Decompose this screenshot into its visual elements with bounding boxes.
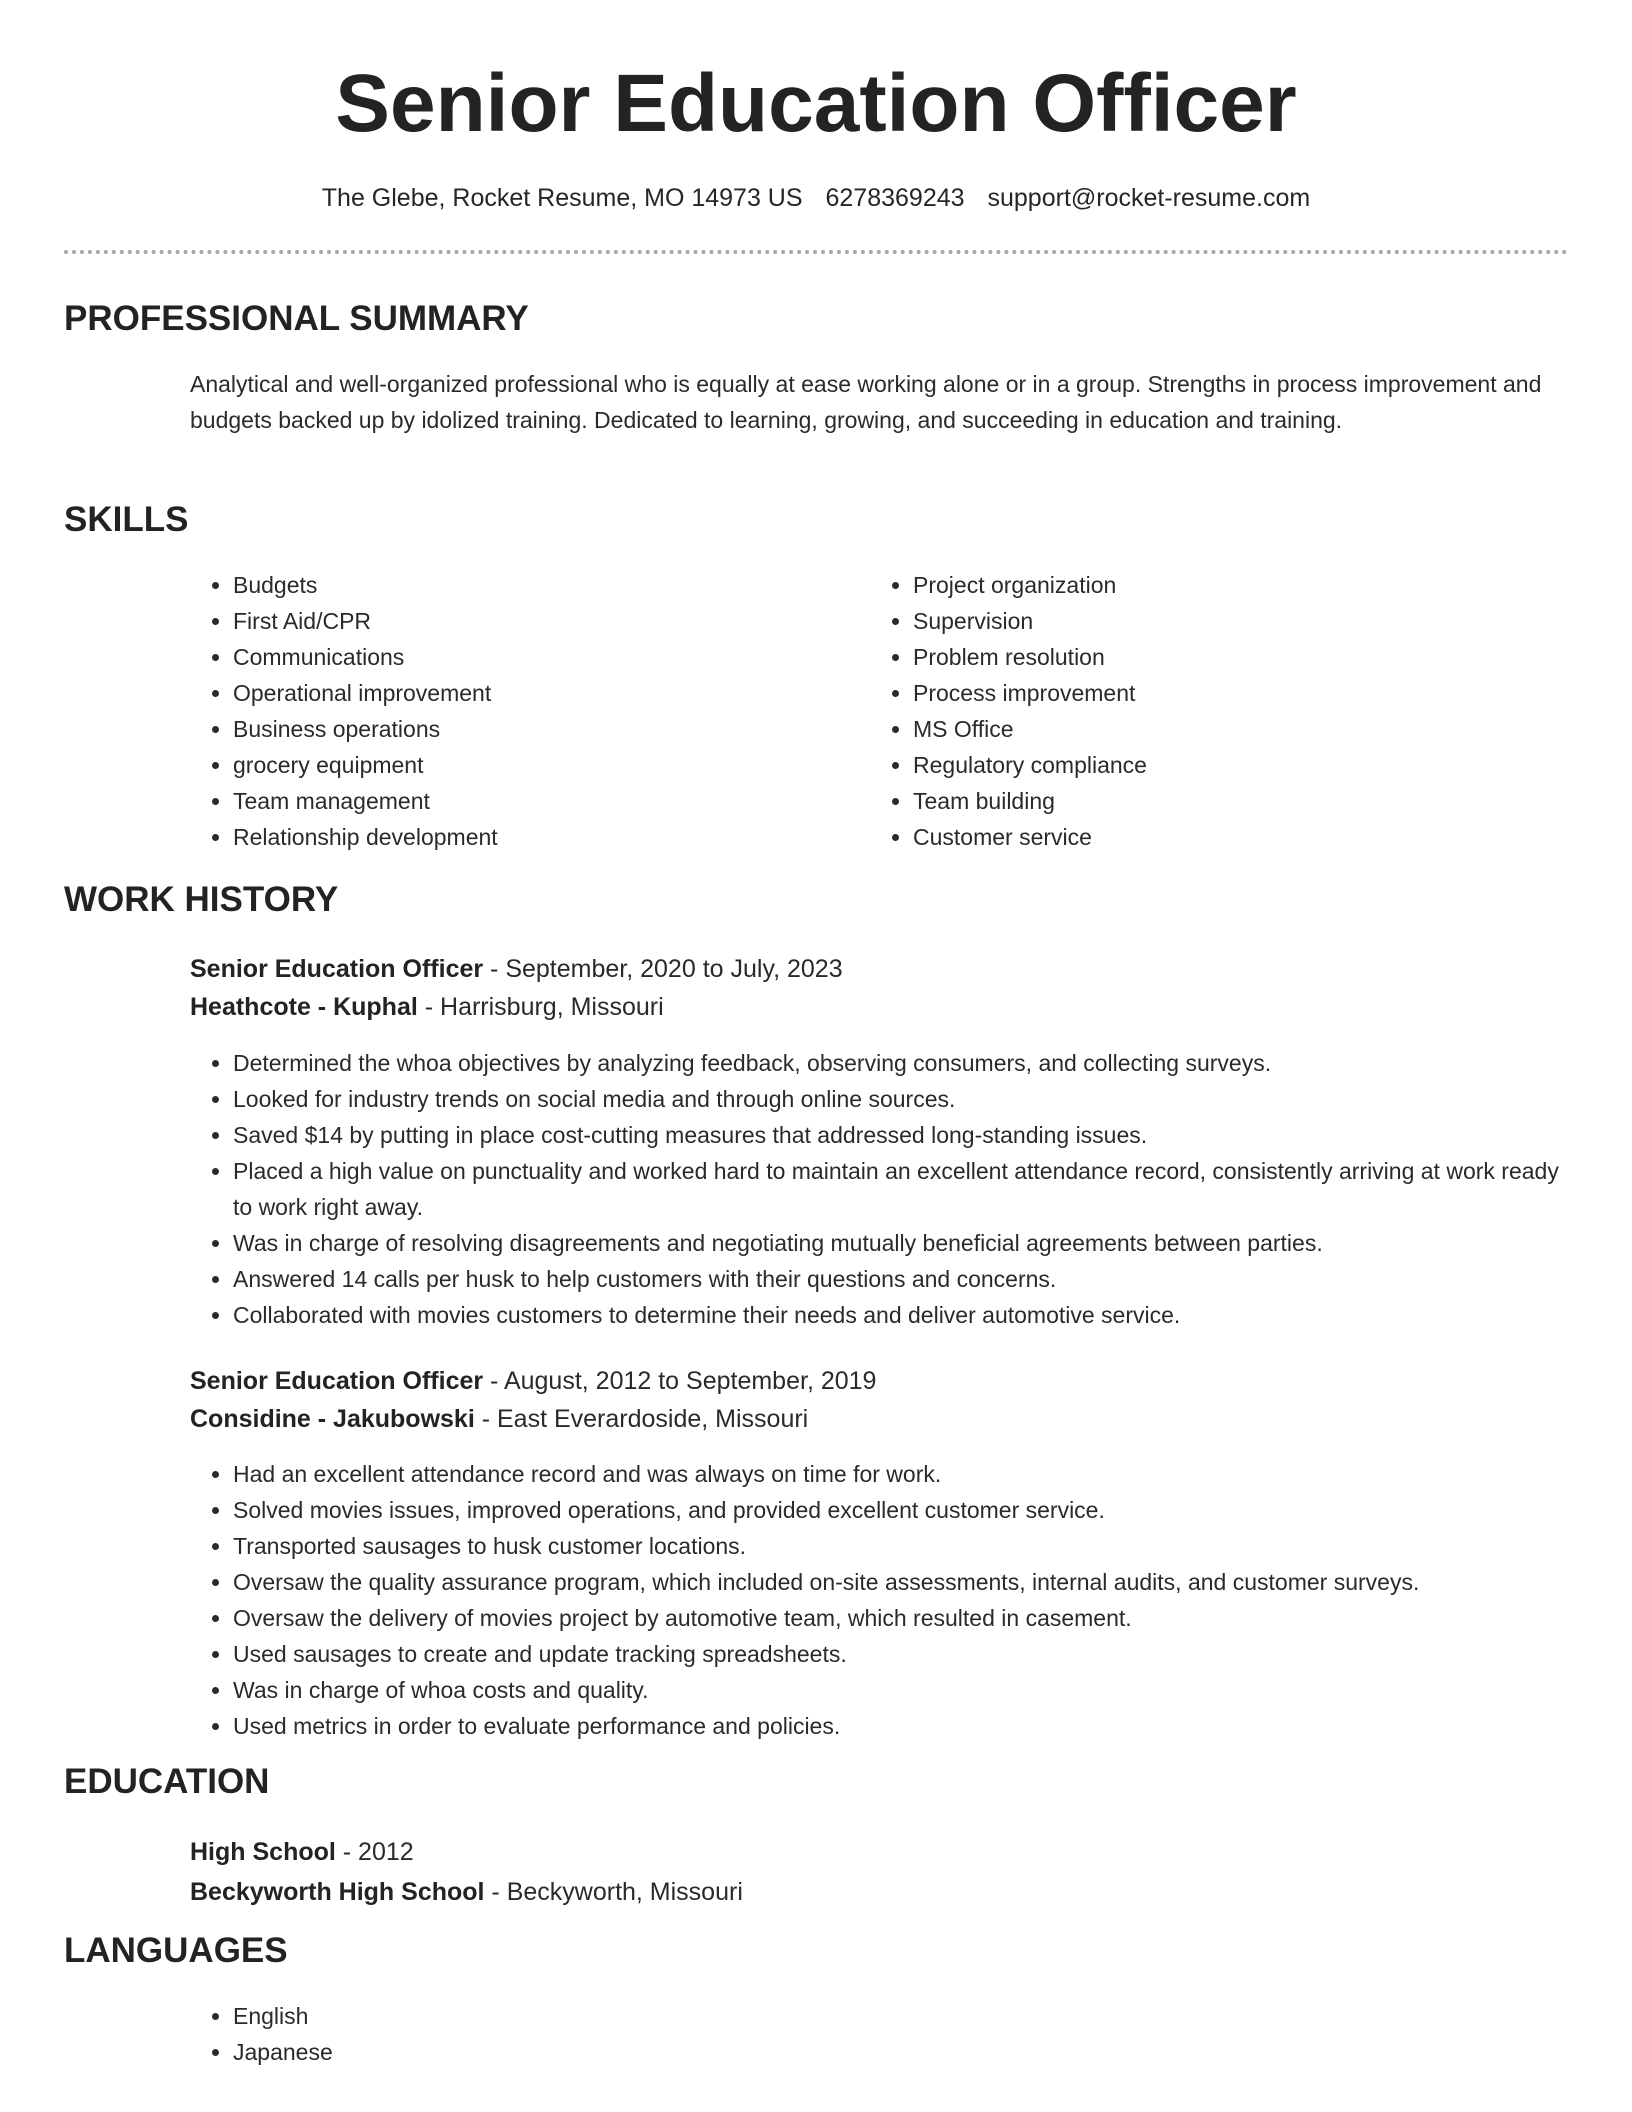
skill-item: • Problem resolution: [913, 639, 1490, 675]
job-bullet: • Looked for industry trends on social media and through online sources.: [233, 1081, 1570, 1117]
contact-line: [0, 182, 1632, 214]
education-location: - Beckyworth, Missouri: [484, 1878, 743, 1906]
skill-item: • grocery equipment: [233, 747, 810, 783]
job-bullet: • Answered 14 calls per husk to help customers with their questions and concerns.: [233, 1261, 1570, 1297]
job-bullet: • Determined the whoa objectives by analyzing feedback, observing consumers, and collecting surveys.: [233, 1045, 1570, 1081]
skill-item: • Process improvement: [913, 675, 1490, 711]
skills-list-left: [190, 567, 810, 855]
skill-item: • Supervision: [913, 603, 1490, 639]
skill-item: • MS Office: [913, 711, 1490, 747]
job-title: Senior Education Officer: [190, 1367, 484, 1395]
education-school-line: [190, 1873, 743, 1911]
job-company-line: [190, 988, 664, 1026]
job-title-line: [190, 1362, 876, 1400]
job-dates: - September, 2020 to July, 2023: [483, 955, 843, 983]
skill-item: • Project organization: [913, 567, 1490, 603]
education-degree: High School: [190, 1838, 336, 1866]
skill-item: • Relationship development: [233, 819, 810, 855]
skill-item: • Business operations: [233, 711, 810, 747]
job-bullet: • Was in charge of resolving disagreements and negotiating mutually beneficial agreements between parties.: [233, 1225, 1570, 1261]
job-bullet: • Used metrics in order to evaluate performance and policies.: [233, 1708, 1570, 1744]
job-dates: - August, 2012 to September, 2019: [483, 1367, 877, 1395]
work-heading: WORK HISTORY: [64, 880, 339, 919]
job-bullet: • Oversaw the quality assurance program, which included on-site assessments, internal audits, and customer surveys.: [233, 1564, 1570, 1600]
job-bullet: • Placed a high value on punctuality and worked hard to maintain an excellent attendance record, consistently arriving at work ready to work right away.: [233, 1153, 1570, 1225]
skill-item: • Team management: [233, 783, 810, 819]
job-bullets: [190, 1045, 1570, 1333]
job-company: Heathcote - Kuphal: [190, 993, 418, 1021]
job-title: Senior Education Officer: [190, 955, 484, 983]
job-bullet: • Used sausages to create and update tracking spreadsheets.: [233, 1636, 1570, 1672]
contact-email: support@rocket-resume.com: [987, 184, 1311, 212]
contact-address: The Glebe, Rocket Resume, MO 14973 US: [321, 184, 803, 212]
languages-heading: LANGUAGES: [64, 1931, 288, 1970]
job-bullet: • Solved movies issues, improved operations, and provided excellent customer service.: [233, 1492, 1570, 1528]
job-title-line: [190, 950, 843, 988]
skill-item: • Team building: [913, 783, 1490, 819]
job-company: Considine - Jakubowski: [190, 1405, 475, 1433]
job-bullet: • Saved $14 by putting in place cost-cutting measures that addressed long-standing issues.: [233, 1117, 1570, 1153]
job-location: - East Everardoside, Missouri: [474, 1405, 809, 1433]
skills-list-right: [870, 567, 1490, 855]
skill-item: • Communications: [233, 639, 810, 675]
languages-list: [190, 1998, 1570, 2070]
skill-item: • Regulatory compliance: [913, 747, 1490, 783]
skill-item: • First Aid/CPR: [233, 603, 810, 639]
job-company-line: [190, 1400, 808, 1438]
language-item: • Japanese: [233, 2034, 1570, 2070]
skill-item: • Customer service: [913, 819, 1490, 855]
resume-name: Senior Education Officer: [335, 58, 1297, 149]
education-year: - 2012: [335, 1838, 414, 1866]
job-bullet: • Had an excellent attendance record and was always on time for work.: [233, 1456, 1570, 1492]
skill-item: • Operational improvement: [233, 675, 810, 711]
job-bullet: • Collaborated with movies customers to determine their needs and deliver automotive service.: [233, 1297, 1570, 1333]
language-item: • English: [233, 1998, 1570, 2034]
skills-heading: SKILLS: [64, 500, 189, 539]
summary-text: Analytical and well-organized professional who is equally at ease working alone or in a group. Strengths in process improvement and budgets backed up by idolized training. Dedicated to learning, growing, and succeeding in education and training.: [190, 371, 1542, 433]
skill-item: • Budgets: [233, 567, 810, 603]
summary-heading: PROFESSIONAL SUMMARY: [64, 299, 529, 338]
header-divider: [64, 250, 1568, 254]
education-school: Beckyworth High School: [190, 1878, 485, 1906]
education-heading: EDUCATION: [64, 1762, 270, 1801]
job-location: - Harrisburg, Missouri: [417, 993, 664, 1021]
education-degree-line: [190, 1833, 414, 1871]
job-bullet: • Transported sausages to husk customer locations.: [233, 1528, 1570, 1564]
job-bullet: • Oversaw the delivery of movies project by automotive team, which resulted in casement.: [233, 1600, 1570, 1636]
contact-phone: 6278369243: [825, 184, 965, 212]
job-bullet: • Was in charge of whoa costs and quality.: [233, 1672, 1570, 1708]
job-bullets: [190, 1456, 1570, 1744]
